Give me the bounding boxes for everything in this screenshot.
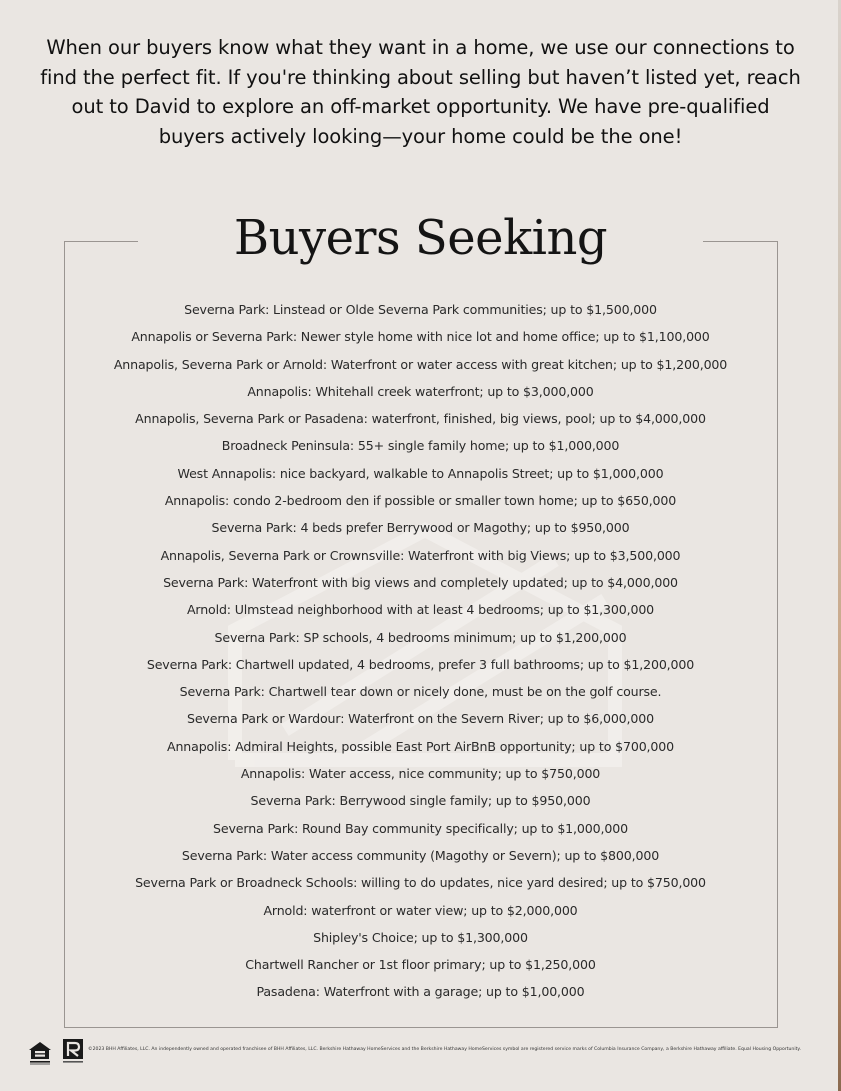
list-item: Arnold: Ulmstead neighborhood with at least 4 bedrooms; up to $1,300,000: [186, 602, 655, 618]
list-item: Shipley's Choice; up to $1,300,000: [313, 929, 528, 945]
list-item: West Annapolis: nice backyard, walkable to Annapolis Street; up to $1,000,000: [177, 465, 664, 481]
realtor-icon: [62, 1038, 84, 1066]
list-item: Severna Park: Water access community (Magothy or Severn); up to $800,000: [181, 847, 660, 863]
list-item: Severna Park: Chartwell updated, 4 bedrooms, prefer 3 full bathrooms; up to $1,200,000: [146, 656, 695, 672]
frame-top-left-line: [64, 241, 138, 242]
equal-housing-icon: [28, 1040, 52, 1066]
list-item: Annapolis or Severna Park: Newer style home with nice lot and home office; up to $1,100,000: [131, 329, 710, 345]
list-item: Annapolis: Admiral Heights, possible East Port AirBnB opportunity; up to $700,000: [167, 738, 674, 754]
list-item: Arnold: waterfront or water view; up to $2,000,000: [263, 902, 578, 918]
list-item: Annapolis: condo 2-bedroom den if possible or smaller town home; up to $650,000: [164, 493, 677, 509]
list-item: Severna Park: Chartwell tear down or nicely done, must be on the golf course.: [179, 684, 662, 700]
page-title: Buyers Seeking: [233, 210, 608, 266]
list-item: Annapolis: Water access, nice community; up to $750,000: [240, 766, 601, 782]
list-item: Severna Park: Berrywood single family; up to $950,000: [250, 793, 591, 809]
list-item: Annapolis, Severna Park or Pasadena: waterfront, finished, big views, pool; up to $4,000,000: [135, 411, 706, 427]
list-item: Severna Park: SP schools, 4 bedrooms minimum; up to $1,200,000: [214, 629, 627, 645]
list-item: Chartwell Rancher or 1st floor primary; up to $1,250,000: [245, 957, 596, 973]
list-item: Annapolis, Severna Park or Crownsville: Waterfront with big Views; up to $3,500,000: [160, 547, 681, 563]
footer: [28, 1038, 828, 1068]
list-item: Severna Park: Waterfront with big views and completely updated; up to $4,000,000: [163, 574, 678, 590]
list-item: Severna Park or Broadneck Schools: willing to do updates, nice yard desired; up to $750,000: [135, 875, 706, 891]
list-item: Broadneck Peninsula: 55+ single family home; up to $1,000,000: [221, 438, 620, 454]
list-item: Severna Park: Linstead or Olde Severna Park communities; up to $1,500,000: [184, 302, 657, 317]
list-item: Pasadena: Waterfront with a garage; up to $1,00,000: [256, 984, 585, 1000]
footer-disclaimer: ©2023 BHH Affiliates, LLC. An independently owned and operated franchisee of BHH Affiliates, LLC. Berkshire Hathaway HomeServices and the Berkshire Hathaway HomeServices symbol are registered service marks of Columbia Insurance Company, a Berkshire Hathaway affiliate. Equal Housing Opportunity.: [88, 1047, 801, 1052]
list-item: Severna Park or Wardour: Waterfront on the Severn River; up to $6,000,000: [186, 711, 654, 727]
list-item: Annapolis: Whitehall creek waterfront; up to $3,000,000: [247, 383, 594, 399]
list-item: Annapolis, Severna Park or Arnold: Waterfront or water access with great kitchen; up to $1,200,000: [113, 356, 728, 372]
list-item: Severna Park: 4 beds prefer Berrywood or Magothy; up to $950,000: [211, 520, 630, 536]
intro-paragraph: When our buyers know what they want in a home, we use our connections to find the perfect fit. If you're thinking about selling but haven’t listed yet, reach out to David to explore an off-market opportunity. We have pre-qualified buyers actively looking—your home could be the one!: [40, 36, 801, 148]
list-item: Severna Park: Round Bay community specifically; up to $1,000,000: [213, 820, 628, 836]
frame-top-right-line: [703, 241, 777, 242]
listing-list: [65, 296, 776, 1006]
